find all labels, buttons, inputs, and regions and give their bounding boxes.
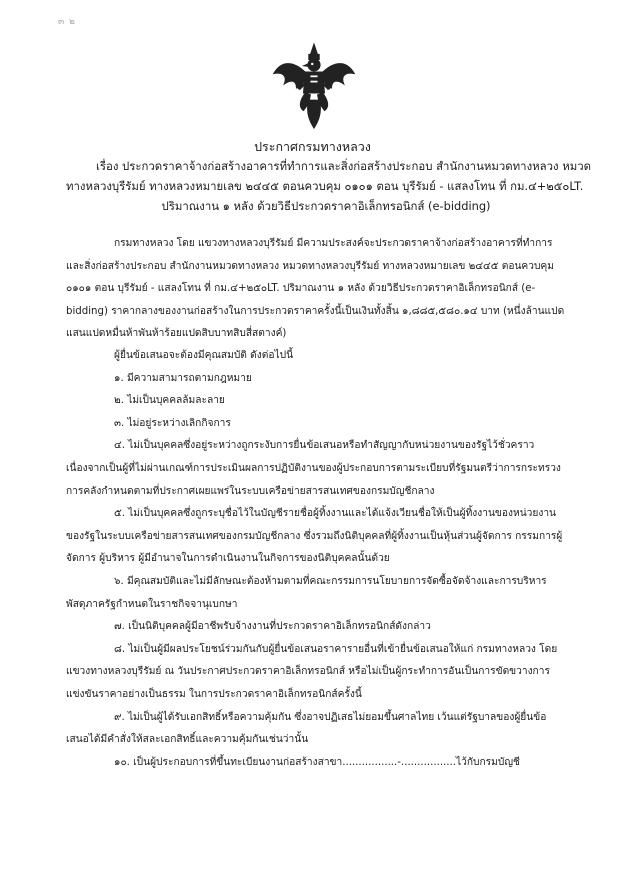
qualification-item-2: ๒. ไม่เป็นบุคคลล้มละลาย — [114, 395, 225, 407]
subject-line: เรื่อง ประกวดราคาจ้างก่อสร้างอาคารที่ทำการและสิ่งก่อสร้างประกอบ สำนักงานหมวดทางหลวง หมวด — [96, 159, 592, 173]
qualification-item-1: ๑. มีความสามารถตามกฎหมาย — [114, 372, 252, 384]
qualification-item-5-cont: ของรัฐในระบบเครือข่ายสารสนเทศของกรมบัญชีกลาง ซึ่งรวมถึงนิติบุคคลที่ผู้ทิ้งงานเป็นหุ้นส่วนผู้จัดการ กรรมการผู้ — [66, 530, 563, 542]
qualification-item-8-cont: แขวงทางหลวงบุรีรัมย์ ณ วันประกาศประกวดราคาอิเล็กทรอนิกส์ หรือไม่เป็นผู้กระทำการอันเป็นการขัดขวางการ — [66, 666, 550, 678]
intro-paragraph — [66, 233, 596, 346]
intro-line: แสนแปดหมื่นห้าพันห้าร้อยแปดสิบบาทสิบสี่สตางค์) — [66, 328, 287, 340]
qualification-list — [66, 345, 596, 774]
announcement-title: ประกาศกรมทางหลวง — [254, 139, 371, 154]
qualification-item-8-cont: แข่งขันราคาอย่างเป็นธรรม ในการประกวดราคาอิเล็กทรอนิกส์ครั้งนี้ — [66, 688, 362, 700]
qualification-item-3: ๓. ไม่อยู่ระหว่างเลิกกิจการ — [114, 417, 231, 429]
qualification-item-9-cont: เสนอได้มีคำสั่งให้สละเอกสิทธิ์และความคุ้มกันเช่นว่านั้น — [66, 734, 309, 746]
qualification-item-10: ๑๐. เป็นผู้ประกอบการที่ขึ้นทะเบียนงานก่อสร้างสาขา.................-.................ไว้กับกรมบัญชี — [114, 756, 520, 768]
qualification-item-7: ๗. เป็นนิติบุคคลผู้มีอาชีพรับจ้างงานที่ประกวดราคาอิเล็กทรอนิกส์ดังกล่าว — [114, 621, 431, 633]
qualification-item-4: ๔. ไม่เป็นบุคคลซึ่งอยู่ระหว่างถูกระงับการยื่นข้อเสนอหรือทำสัญญากับหน่วยงานของรัฐไว้ชั่วคราว — [114, 440, 535, 452]
intro-line: ๐๑๐๑ ตอน บุรีรัมย์ - แสลงโทน ที่ กม.๔+๒๕๐LT. ปริมาณงาน ๑ หลัง ด้วยวิธีประกวดราคาอิเล็กทรอนิกส์ (e- — [66, 283, 536, 295]
subject-line: ทางหลวงบุรีรัมย์ ทางหลวงหมายเลข ๒๔๔๕ ตอนควบคุม ๐๑๐๑ ตอน บุรีรัมย์ - แสลงโทน ที่ กม.๔+๒๕๐LT. — [66, 179, 584, 193]
qualification-item-9: ๙. ไม่เป็นผู้ได้รับเอกสิทธิ์หรือความคุ้มกัน ซึ่งอาจปฏิเสธไม่ยอมขึ้นศาลไทย เว้นแต่รัฐบาลของผู้ยื่นข้อ — [114, 711, 547, 723]
qualification-intro: ผู้ยื่นข้อเสนอจะต้องมีคุณสมบัติ ดังต่อไปนี้ — [114, 350, 294, 361]
announcement-subject — [66, 156, 592, 216]
intro-line: bidding) ราคากลางของงานก่อสร้างในการประกวดราคาครั้งนี้เป็นเงินทั้งสิ้น ๑,๘๘๕,๕๘๐.๑๔ บาท (หนึ่งล้านแปด — [66, 305, 565, 317]
qualification-item-8: ๘. ไม่เป็นผู้มีผลประโยชน์ร่วมกันกับผู้ยื่นข้อเสนอราคารายอื่นที่เข้ายื่นข้อเสนอให้แก่ กรมทางหลวง โดย — [114, 643, 558, 655]
subject-line: ปริมาณงาน ๑ หลัง ด้วยวิธีประกวดราคาอิเล็กทรอนิกส์ (e-bidding) — [161, 199, 491, 213]
intro-line: กรมทางหลวง โดย แขวงทางหลวงบุรีรัมย์ มีความประสงค์จะประกวดราคาจ้างก่อสร้างอาคารที่ทำการ — [114, 238, 553, 249]
intro-line: และสิ่งก่อสร้างประกอบ สำนักงานหมวดทางหลวง หมวดทางหลวงบุรีรัมย์ ทางหลวงหมายเลข ๒๔๔๕ ตอนควบคุม — [66, 260, 554, 272]
qualification-item-4-cont: การคลังกำหนดตามที่ประกาศเผยแพร่ในระบบเครือข่ายสารสนเทศของกรมบัญชีกลาง — [66, 485, 435, 497]
qualification-item-5-cont: จัดการ ผู้บริหาร ผู้มีอำนาจในการดำเนินงานในกิจการของนิติบุคคลนั้นด้วย — [66, 553, 390, 565]
qualification-item-5: ๕. ไม่เป็นบุคคลซึ่งถูกระบุชื่อไว้ในบัญชีรายชื่อผู้ทิ้งงานและได้แจ้งเวียนชื่อให้เป็นผู้ทิ้งงานของหน่วยงาน — [114, 508, 557, 520]
garuda-emblem-icon — [270, 42, 358, 130]
page-mark: ๓ ๒ — [58, 17, 76, 27]
qualification-item-6-cont: พัสดุภาครัฐกำหนดในราชกิจจานุเบกษา — [66, 598, 238, 610]
qualification-item-4-cont: เนื่องจากเป็นผู้ที่ไม่ผ่านเกณฑ์การประเมินผลการปฏิบัติงานของผู้ประกอบการตามระเบียบที่รัฐมนตรีว่าการกระทรวง — [66, 462, 561, 474]
qualification-item-6: ๖. มีคุณสมบัติและไม่มีลักษณะต้องห้ามตามที่คณะกรรมการนโยบายการจัดซื้อจัดจ้างและการบริหาร — [114, 575, 547, 587]
